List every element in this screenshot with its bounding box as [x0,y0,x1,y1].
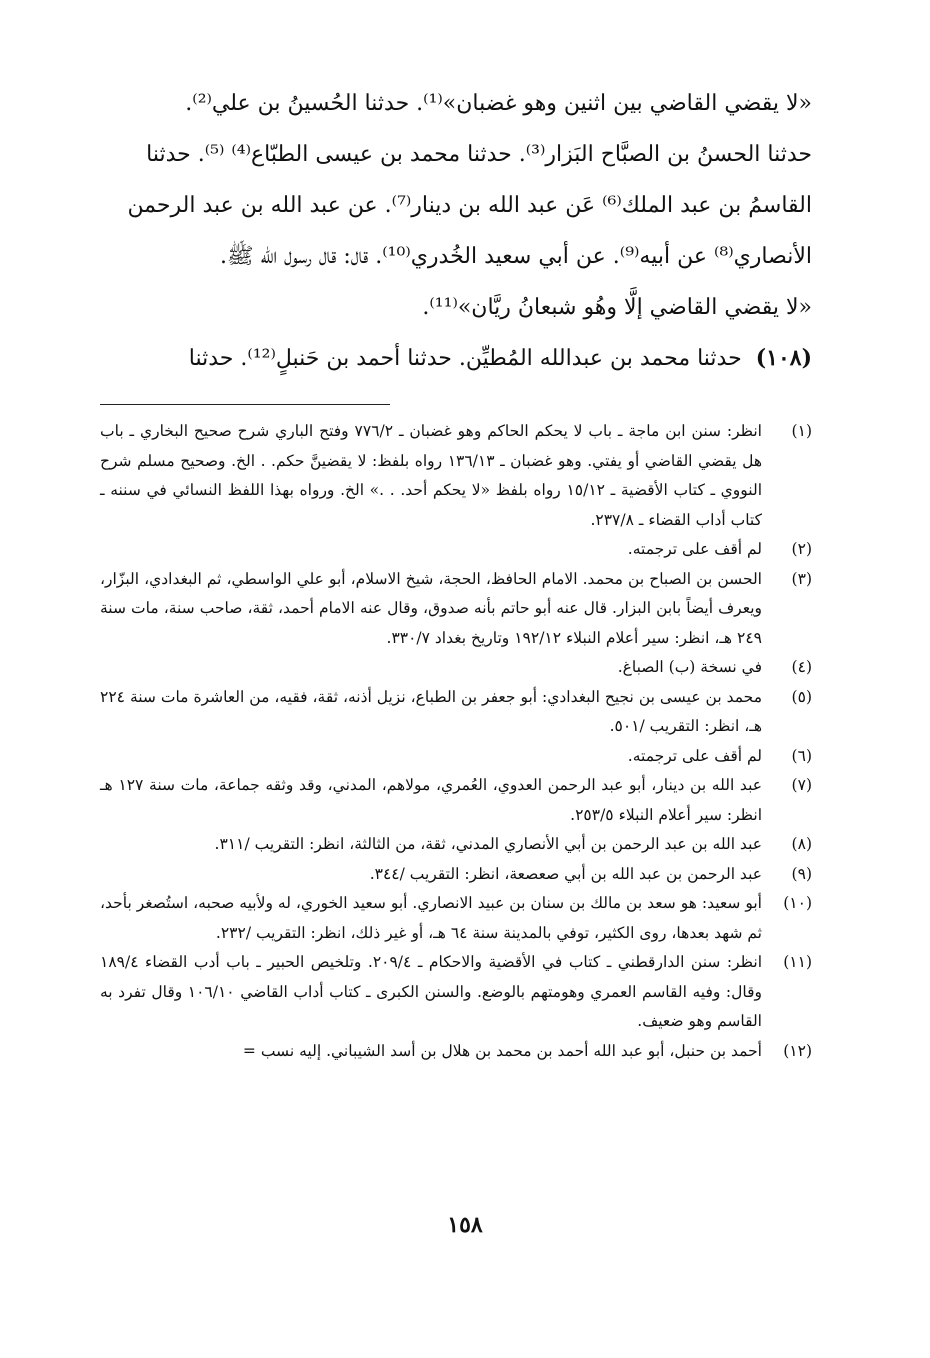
footnote-text: لم أقف على ترجمته. [627,540,762,558]
footnote-number: (٦) [791,746,812,765]
footnote [100,565,812,654]
footnote-number: (١) [791,422,812,440]
footnote-number: (٢) [791,540,812,558]
footnote-number: (٤) [791,658,812,676]
text-line: «لا يقضي القاضي بين اثنين وهو غضبان»⁽¹⁾. حدثنا الحُسينُ بن علي⁽²⁾. [185,91,812,116]
footnote [100,860,812,890]
footnote-number: (٣) [791,569,812,588]
footnote [100,948,812,1037]
page-number: ١٥٨ [447,1212,483,1238]
text-line-hadith [100,333,812,384]
footnote-separator [100,384,812,417]
footnote-number: (٨) [791,835,812,853]
footnote-number: (١١) [783,953,812,971]
footnote-text: عبد الله بن دينار، أبو عبد الرحمن العدوي، العُمري، مولاهم، المدني، وقد وثقه جماعة، مات سنة ١٢٧ هـ انظر: سير أعلام النبلاء ٢٥٣/٥. [100,776,762,824]
text-line: حدثنا الحسنُ بن الصبَّاح البَزار⁽³⁾. حدثنا محمد بن عيسى الطبّاع⁽⁴⁾ ⁽⁵⁾. حدثنا [146,142,812,167]
footnote [100,771,812,830]
text-line: «لا يقضي القاضي إلَّا وهُو شبعانُ ريَّان»⁽¹¹⁾. [422,295,812,320]
footnote-text: أبو سعيد: هو سعد بن مالك بن سنان بن عبيد الانصاري. أبو سعيد الخوري، له ولأبيه صحبه، استُصغر بأحد، ثم شهد بعدها، روى الكثير، توفي بالمدينة سنة ٦٤ هـ، أو غير ذلك، انظر: التقريب /٢٣٢. [100,894,762,942]
hadith-number: (١٠٨) [755,345,812,371]
footnote-text: عبد الرحمن بن عبد الله بن أبي صعصعة، انظر: التقريب /٣٤٤. [369,864,762,883]
footnote-text: انظر: سنن ابن ماجة ـ باب لا يحكم الحاكم وهو غضبان ـ ٧٧٦/٢ وفتح الباري شرح صحيح البخاري ـ باب هل يقضي القاضي أو يفتي. وهو غضبان ـ ١٣٦/١٣ رواه بلفظ: لا يقضينَّ حكم. . الخ. وصحيح مسلم شرح النووي ـ كتاب الأقضية ـ ١٥/١٢ رواه بلفظ «لا يحكم أحد. . .» الخ. ورواه بهذا اللفظ النسائي في سننه ـ كتاب أداب القضاء ـ ٢٣٧/٨. [100,422,763,529]
footnote-text: في نسخة (ب) الصباغ. [617,658,762,676]
text-line: الأنصاري⁽⁸⁾ عن أبيه⁽⁹⁾. عن أبي سعيد الخُدري⁽¹⁰⁾. قال: قال رسول الله ﷺ. [220,244,812,269]
footnote-number: (٥) [791,687,812,706]
footnote-text: الحسن بن الصباح بن محمد. الامام الحافظ، الحجة، شيخ الاسلام، أبو علي الواسطي، ثم البغدادي، البزّار، ويعرف أيضاً بابن البزار. قال عنه أبو حاتم بأنه صدوق، وقال عنه الامام أحمد، ثقة، صاحب سنة، مات سنة ٢٤٩ هـ، انظر: سير أعلام النبلاء ١٩٢/١٢ وتاريخ بغداد ٣٣٠/٧. [100,569,762,647]
footnote [100,535,812,565]
main-text [100,78,812,384]
footnote-text: انظر: سنن الدارقطني ـ كتاب في الأقضية والاحكام ـ ٢٠٩/٤. وتلخيص الحبير ـ باب أدب القضاء ١٨٩/٤ وقال: وفيه القاسم العمري وهومتهم بالوضع. والسنن الكبرى ـ كتاب أداب القاضي ١٠٦/١٠ وقال تفرد به القاسم وهو ضعيف. [100,953,762,1030]
footnote-text: عبد الله بن عبد الرحمن بن أبي الأنصاري المدني، ثقة، من الثالثة، انظر: التقريب /٣١١. [214,835,762,853]
footnotes [100,417,812,1066]
separator-rule [100,404,390,405]
footnote [100,889,812,948]
footnote-number: (٩) [791,864,812,883]
footnote-number: (١٢) [783,1041,812,1060]
hadith-text: حدثنا محمد بن عبدالله المُطيِّن. حدثنا أحمد بن حَنبلٍ⁽¹²⁾. حدثنا [188,346,742,371]
footnote [100,653,812,683]
footnote-text: أحمد بن حنبل، أبو عبد الله أحمد بن محمد بن هلال بن أسد الشيباني. إليه نسب = [242,1041,762,1060]
footnote [100,830,812,860]
footnote [100,417,812,535]
footnote [100,742,812,772]
footnote-number: (٧) [791,776,812,794]
page [100,78,812,1066]
text-line: القاسمُ بن عبد الملك⁽⁶⁾ عَن عبد الله بن دينار⁽⁷⁾. عن عبد الله بن عبد الرحمن [127,193,812,218]
footnote [100,683,812,742]
footnote-number: (١٠) [783,894,812,912]
footnote-text: لم أقف على ترجمته. [627,746,762,765]
footnote-text: محمد بن عيسى بن نجيح البغدادي: أبو جعفر بن الطباع، نزيل أذنه، ثقة، فقيه، من العاشرة مات سنة ٢٢٤ هـ، انظر: التقريب /٥٠١. [100,687,762,735]
footnote [100,1037,812,1067]
